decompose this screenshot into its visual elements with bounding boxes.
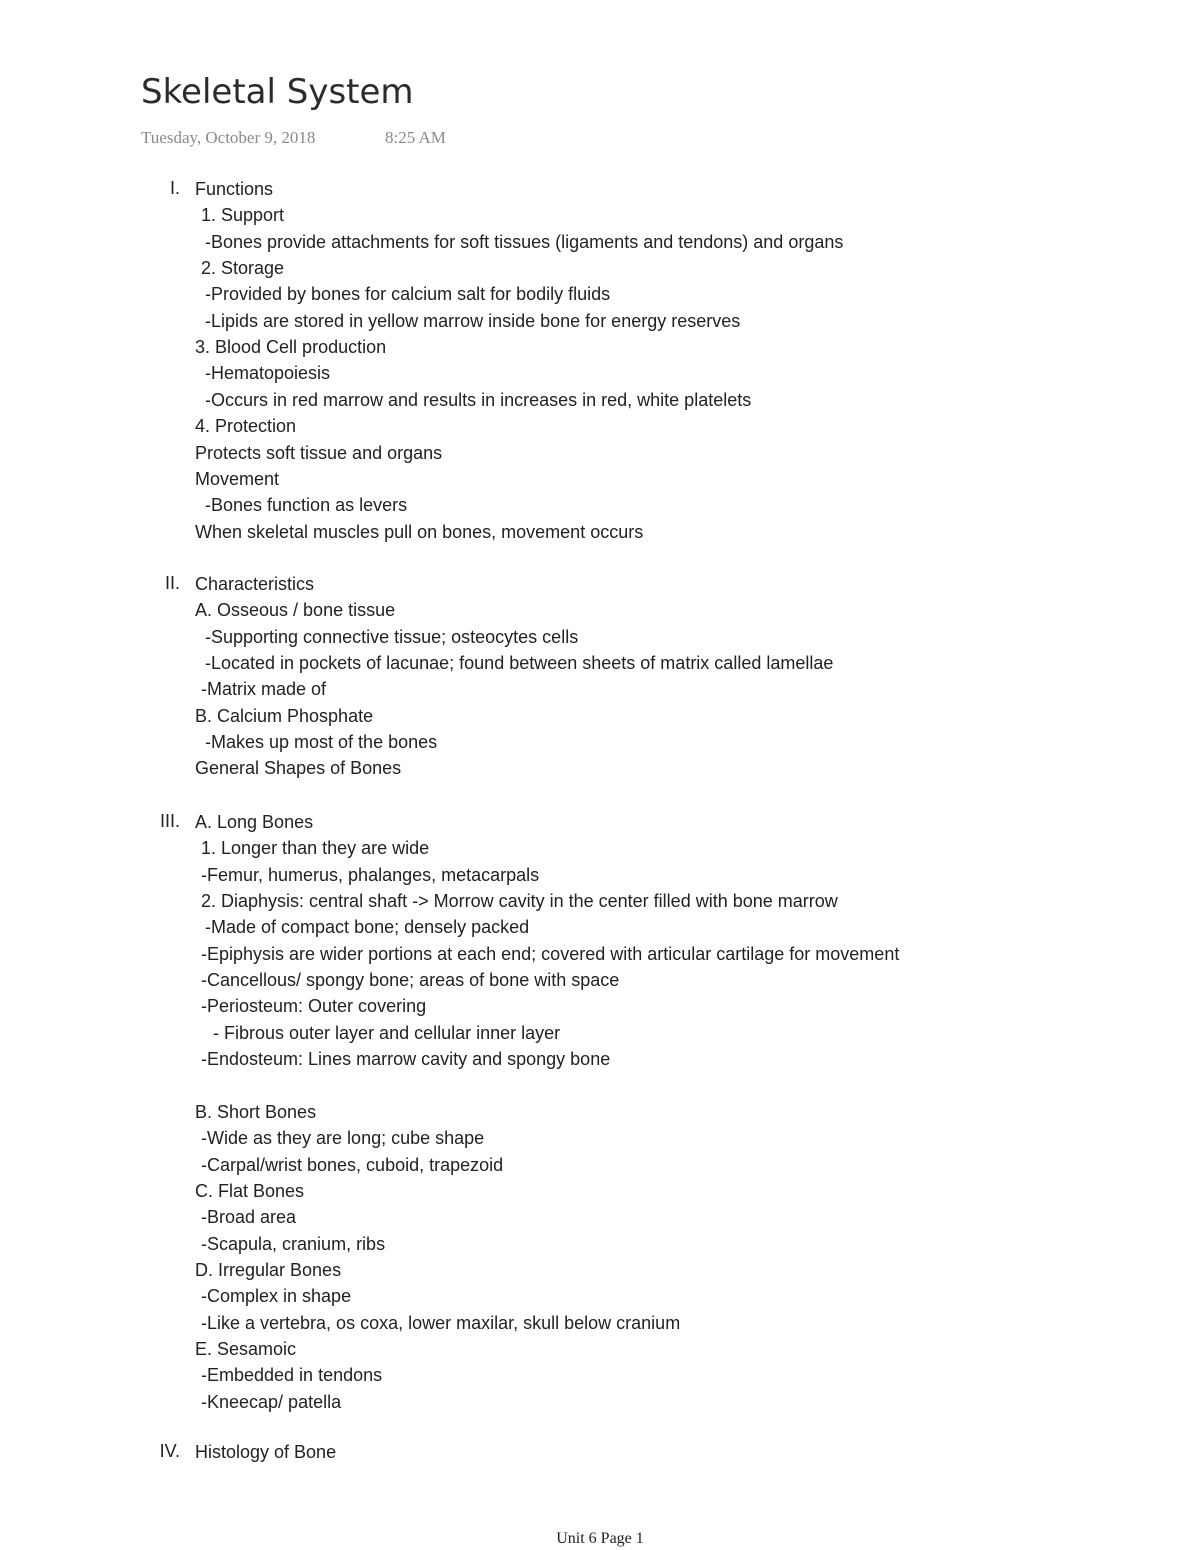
outline-line: -Matrix made of	[201, 679, 327, 700]
outline-line: Characteristics	[195, 574, 315, 594]
outline-line: Movement	[195, 468, 280, 489]
outline-line: -Located in pockets of lacunae; found between sheets of matrix called lamellae	[205, 653, 834, 674]
outline-line: E. Sesamoic	[195, 1339, 297, 1359]
outline-line: -Provided by bones for calcium salt for bodily fluids	[205, 284, 611, 305]
outline-line: Histology of Bone	[195, 1442, 337, 1462]
section-numeral: II.	[164, 573, 180, 593]
outline-line: 4. Protection	[195, 416, 297, 437]
outline-line: When skeletal muscles pull on bones, movement occurs	[195, 521, 644, 542]
note-date: Tuesday, October 9, 2018	[141, 128, 316, 147]
outline-line: -Lipids are stored in yellow marrow inside bone for energy reserves	[205, 310, 741, 331]
outline-line: -Epiphysis are wider portions at each end; covered with articular cartilage for movement	[201, 943, 900, 964]
outline-line: -Femur, humerus, phalanges, metacarpals	[201, 864, 540, 885]
note-time: 8:25 AM	[385, 128, 446, 147]
outline-line: -Supporting connective tissue; osteocytes cells	[205, 626, 579, 647]
outline-line: 2. Storage	[201, 258, 285, 279]
outline-line: -Broad area	[201, 1207, 297, 1228]
outline-line: 1. Longer than they are wide	[201, 838, 430, 859]
outline-line: C. Flat Bones	[195, 1180, 305, 1201]
outline-line: - Fibrous outer layer and cellular inner layer	[213, 1022, 561, 1043]
outline-line: Functions	[195, 179, 274, 199]
outline-line: -Carpal/wrist bones, cuboid, trapezoid	[201, 1154, 504, 1175]
outline-line: -Wide as they are long; cube shape	[201, 1128, 485, 1149]
outline-line: A. Long Bones	[195, 812, 314, 832]
outline-line: -Cancellous/ spongy bone; areas of bone with space	[201, 970, 620, 991]
outline-line: -Embedded in tendons	[201, 1365, 383, 1386]
outline-line: 1. Support	[201, 205, 285, 226]
outline-line: -Kneecap/ patella	[201, 1391, 342, 1412]
outline-line: -Complex in shape	[201, 1286, 352, 1307]
page-footer: Unit 6 Page 1	[556, 1530, 644, 1547]
outline-line: -Makes up most of the bones	[205, 732, 438, 753]
section-numeral: IV.	[159, 1441, 180, 1461]
outline-line: B. Short Bones	[195, 1101, 317, 1122]
outline-line: -Made of compact bone; densely packed	[205, 917, 530, 938]
outline-line: -Endosteum: Lines marrow cavity and spongy bone	[201, 1049, 611, 1070]
outline-line: Protects soft tissue and organs	[195, 442, 443, 463]
outline-line: -Like a vertebra, os coxa, lower maxilar, skull below cranium	[201, 1312, 681, 1333]
outline-line: 3. Blood Cell production	[195, 337, 387, 358]
section-numeral: I.	[169, 178, 180, 198]
section-numeral: III.	[159, 811, 180, 831]
outline-line: A. Osseous / bone tissue	[195, 600, 396, 621]
outline-line: -Bones function as levers	[205, 495, 408, 516]
outline-line: -Bones provide attachments for soft tissues (ligaments and tendons) and organs	[205, 231, 844, 252]
outline-line: -Occurs in red marrow and results in increases in red, white platelets	[205, 389, 752, 410]
page-title: Skeletal System	[141, 72, 414, 112]
outline-line: -Scapula, cranium, ribs	[201, 1233, 386, 1254]
outline-line: B. Calcium Phosphate	[195, 705, 374, 726]
outline-line: General Shapes of Bones	[195, 758, 402, 779]
outline-line: D. Irregular Bones	[195, 1259, 342, 1280]
outline-line: -Hematopoiesis	[205, 363, 331, 384]
outline-line: -Periosteum: Outer covering	[201, 996, 427, 1017]
outline-line: 2. Diaphysis: central shaft -> Morrow cavity in the center filled with bone marrow	[201, 891, 838, 912]
